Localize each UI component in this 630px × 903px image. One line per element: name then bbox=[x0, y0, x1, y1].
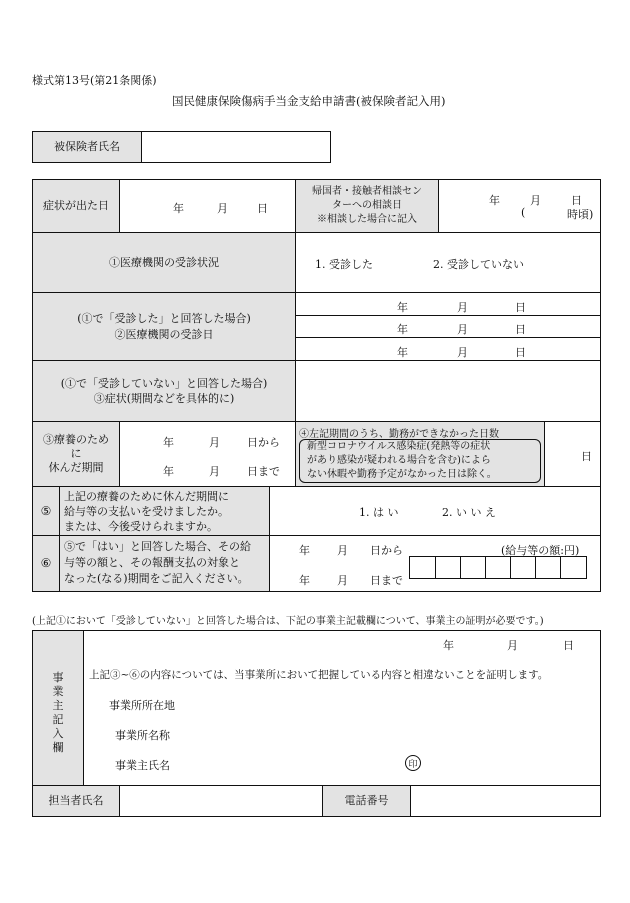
consult-month: 月 bbox=[530, 194, 541, 207]
phone-label: 電話番号 bbox=[323, 786, 410, 816]
employer-year: 年 bbox=[443, 639, 454, 652]
contact-person-field[interactable] bbox=[120, 786, 322, 816]
symptom-detail-field[interactable] bbox=[296, 361, 600, 421]
rest-from-month: 月 bbox=[209, 436, 220, 449]
symptom-date-label: 症状が出た日 bbox=[33, 180, 119, 232]
q6-text: ⑤で「はい」と回答した場合、その給 与等の額と、その報酬支払の対象と なった(なる)期間をご記入ください。 bbox=[64, 540, 251, 585]
q6-number: ⑥ bbox=[33, 536, 59, 591]
rest-period-label: ③療養のため に 休んだ期間 bbox=[33, 422, 119, 486]
rest-to-year: 年 bbox=[163, 465, 174, 478]
insured-name-row bbox=[32, 131, 331, 163]
employer-cert-text: 上記③~⑥の内容については、当事業所において把握している内容と相違ないことを証明します。 bbox=[89, 669, 549, 681]
rest-to-suffix: 日まで bbox=[247, 465, 280, 478]
visit2-month: 月 bbox=[457, 323, 468, 336]
form-number: 様式第13号(第21条関係) bbox=[32, 74, 157, 87]
symptom-detail-label: (①で「受診していない」と回答した場合) ③症状(期間などを具体的に) bbox=[33, 361, 295, 421]
symptom-day: 日 bbox=[257, 202, 268, 215]
contact-person-label: 担当者氏名 bbox=[33, 786, 119, 816]
symptom-month: 月 bbox=[217, 202, 228, 215]
rest-to-month: 月 bbox=[209, 465, 220, 478]
consult-year: 年 bbox=[489, 194, 500, 207]
q6-to-month: 月 bbox=[337, 574, 348, 587]
main-table bbox=[32, 179, 601, 592]
form-title: 国民健康保険傷病手当金支給申請書(被保険者記入用) bbox=[172, 94, 446, 108]
covid-note: 新型コロナウイルス感染症(発熱等の症状 があり感染が疑われる場合を含む)によら ない休暇や勤務予定がなかった日は除く。 bbox=[307, 441, 497, 480]
rest-from-suffix: 日から bbox=[247, 436, 280, 449]
visit3-month: 月 bbox=[457, 346, 468, 359]
q6-from-month: 月 bbox=[337, 544, 348, 557]
visit1-year: 年 bbox=[397, 301, 408, 314]
employer-note: (上記①において「受診していない」と回答した場合は、下記の事業主記載欄について、事業主の証明が必要です。) bbox=[32, 616, 544, 627]
seal-mark-icon: 印 bbox=[405, 755, 421, 771]
insured-name-label: 被保険者氏名 bbox=[33, 132, 142, 162]
q5-number: ⑤ bbox=[33, 487, 59, 535]
visit3-year: 年 bbox=[397, 346, 408, 359]
unable-days-unit: 日 bbox=[581, 450, 592, 463]
employer-owner-label: 事業主氏名 bbox=[115, 759, 170, 772]
employer-day: 日 bbox=[563, 639, 574, 652]
visit1-day: 日 bbox=[515, 301, 526, 314]
q5-yes[interactable]: 1. は い bbox=[359, 506, 399, 519]
q6-amount-label: (給与等の額:円) bbox=[501, 544, 580, 557]
option-not-visited[interactable]: 2. 受診していない bbox=[433, 258, 524, 271]
employer-section bbox=[32, 630, 601, 817]
visit2-year: 年 bbox=[397, 323, 408, 336]
consult-date-label: 帰国者・接触者相談セン ターへの相談日 ※相談した場合に記入 bbox=[296, 180, 438, 232]
visit-dates-label: (①で「受診した」と回答した場合) ②医療機関の受診日 bbox=[33, 293, 295, 360]
visit2-day: 日 bbox=[515, 323, 526, 336]
symptom-year: 年 bbox=[173, 202, 184, 215]
q6-to-suffix: 日まで bbox=[370, 574, 403, 587]
employer-month: 月 bbox=[507, 639, 518, 652]
insured-name-field[interactable] bbox=[143, 132, 330, 162]
amount-boxes[interactable] bbox=[409, 556, 587, 579]
option-visited[interactable]: 1. 受診した bbox=[315, 258, 373, 271]
rest-from-year: 年 bbox=[163, 436, 174, 449]
unable-days-label: ④左記期間のうち、勤務ができなかった日数 bbox=[299, 429, 499, 440]
phone-field[interactable] bbox=[411, 786, 600, 816]
consult-paren: ( bbox=[521, 206, 526, 219]
q5-no[interactable]: 2. い い え bbox=[442, 506, 496, 519]
employer-side-label: 事 業 主 記 入 欄 bbox=[52, 671, 64, 754]
visit3-day: 日 bbox=[515, 346, 526, 359]
consult-day: 日 bbox=[571, 194, 582, 207]
q5-text: 上記の療養のために休んだ期間に 給与等の支払いを受けましたか。 または、今後受けられますか。 bbox=[64, 490, 229, 533]
consult-time: 時頃) bbox=[567, 208, 594, 221]
visit1-month: 月 bbox=[457, 301, 468, 314]
employer-name-label: 事業所名称 bbox=[115, 729, 170, 742]
medical-status-label: ①医療機関の受診状況 bbox=[33, 233, 295, 292]
q6-to-year: 年 bbox=[299, 574, 310, 587]
q6-from-suffix: 日から bbox=[370, 544, 403, 557]
employer-address-label: 事業所所在地 bbox=[109, 699, 175, 712]
q6-from-year: 年 bbox=[299, 544, 310, 557]
